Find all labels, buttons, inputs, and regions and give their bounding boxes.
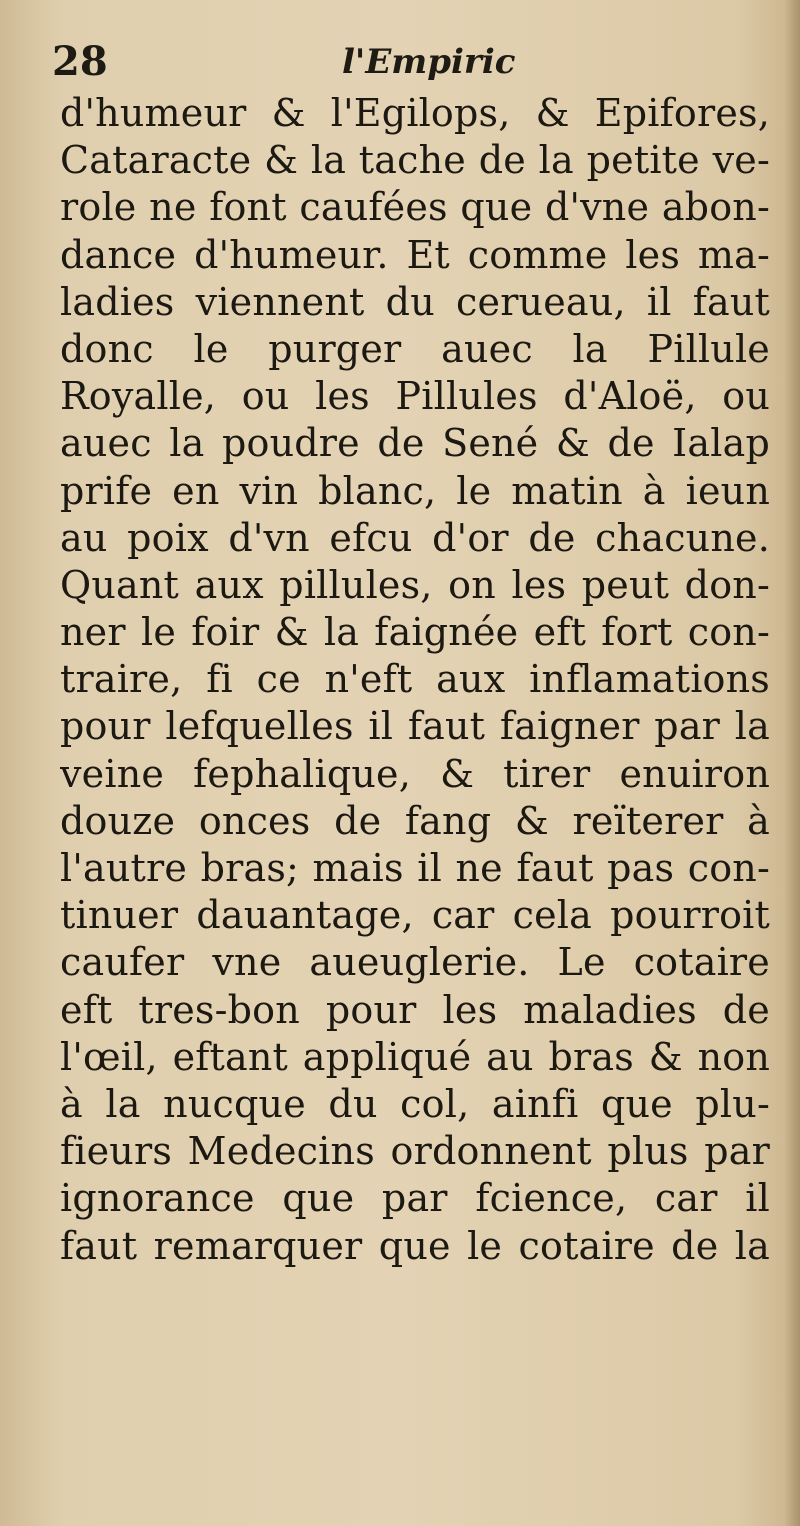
text-line: eft tres-bon pour les maladies de xyxy=(60,987,770,1032)
text-line: prife en vin blanc, le matin à ieun xyxy=(60,468,770,513)
text-line: caufer vne aueuglerie. Le cotaire xyxy=(60,940,770,985)
text-line: ner le foir & la faignée eft fort con- xyxy=(60,610,770,655)
text-line: dance d'humeur. Et comme les ma- xyxy=(60,232,770,277)
text-line: role ne font caufées que d'vne abon- xyxy=(60,185,770,230)
text-line: fieurs Medecins ordonnent plus par xyxy=(60,1129,770,1174)
text-line: veine fephalique, & tirer enuiron xyxy=(60,751,770,796)
body-text xyxy=(60,90,770,1270)
text-line: donc le purger auec la Pillule xyxy=(60,326,770,371)
text-line: traire, fi ce n'eft aux inflamations xyxy=(60,657,770,702)
text-line: douze onces de fang & reïterer à xyxy=(60,798,770,843)
text-line: au poix d'vn efcu d'or de chacune. xyxy=(60,515,770,560)
text-line: auec la poudre de Sené & de Ialap xyxy=(60,421,770,466)
text-line: Royalle, ou les Pillules d'Aloë, ou xyxy=(60,374,770,419)
text-line: ignorance que par fcience, car il xyxy=(60,1176,770,1221)
page-number: 28 xyxy=(52,38,108,85)
text-line: Quant aux pillules, on les peut don- xyxy=(60,562,770,607)
text-line: tinuer dauantage, car cela pourroit xyxy=(60,893,770,938)
running-head: l'Empiric xyxy=(342,42,516,82)
text-line: ladies viennent du cerueau, il faut xyxy=(60,279,770,324)
text-line: Cataracte & la tache de la petite ve- xyxy=(60,138,770,183)
page-header xyxy=(52,38,752,98)
text-line: l'œil, eftant appliqué au bras & non xyxy=(60,1034,770,1079)
text-line: d'humeur & l'Egilops, & Epifores, xyxy=(60,91,770,135)
text-line: pour lefquelles il faut faigner par la xyxy=(60,704,770,749)
text-line: à la nucque du col, ainfi que plu- xyxy=(60,1081,770,1126)
text-line: l'autre bras; mais il ne faut pas con- xyxy=(60,846,770,890)
text-line: faut remarquer que le cotaire de la xyxy=(60,1223,770,1268)
page-edge-shadow xyxy=(784,0,800,1526)
